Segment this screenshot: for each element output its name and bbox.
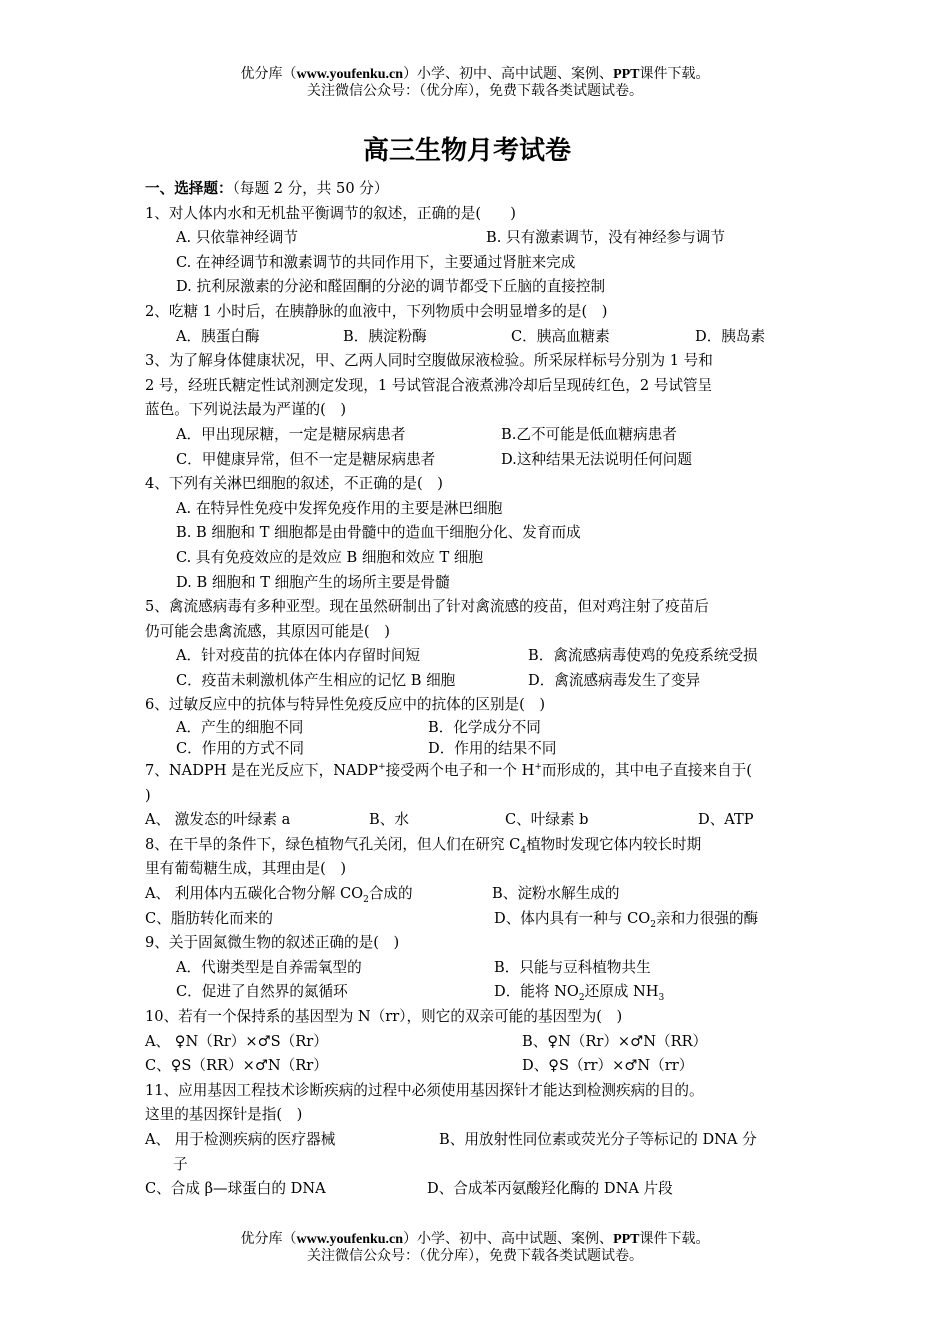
option-continuation: 子 (173, 1155, 188, 1173)
option: D. 抗利尿激素的分泌和醛固酮的分泌的调节都受下丘脑的直接控制 (176, 278, 606, 296)
option: B.乙不可能是低血糖病患者 (501, 425, 677, 443)
question-10-options-ab (145, 1030, 799, 1055)
question-3-stem: 3、为了解身体健康状况，甲、乙两人同时空腹做尿液检验。所采尿样标号分别为 1 号和 (145, 352, 713, 370)
question-6-stem: 6、过敏反应中的抗体与特异性免疫反应中的抗体的区别是( ) (145, 696, 546, 714)
question-2-options (145, 325, 799, 350)
question-7-stem: ) (145, 786, 151, 804)
question-3-stem: 2 号，经班氏糖定性试剂测定发现，1 号试管混合液煮沸冷却后呈现砖红色，2 号试管呈 (145, 376, 713, 394)
question-3-stem: 蓝色。下列说法最为严谨的( ) (145, 401, 347, 419)
page-footer (0, 1231, 950, 1265)
question-5-stem: 仍可能会患禽流感，其原因可能是( ) (145, 622, 390, 640)
option: D、体内具有一种与 $CO_2$亲和力很强的酶 (494, 909, 759, 930)
question-4-stem: 4、下列有关淋巴细胞的叙述，不正确的是( ) (145, 475, 443, 493)
option: C．甲健康异常，但不一定是糖尿病患者 (176, 450, 436, 468)
option: A．胰蛋白酶 (176, 327, 260, 345)
option: D、合成苯丙氨酸羟化酶的 DNA 片段 (427, 1180, 673, 1198)
option: B、♀N（Rr）×♂N（RR） (522, 1032, 708, 1050)
question-5-options-cd (145, 669, 799, 694)
option: D．禽流感病毒发生了变异 (528, 671, 701, 689)
footer-line-1: 优分库（www.youfenku.cn）小学、初中、高中试题、案例、PPT课件下载。 (240, 1231, 710, 1247)
header-line-1: 优分库（www.youfenku.cn）小学、初中、高中试题、案例、PPT课件下载。 (240, 66, 710, 82)
option: C. 具有免疫效应的是效应 B 细胞和效应 T 细胞 (176, 548, 484, 566)
option: D.这种结果无法说明任何问题 (501, 450, 692, 468)
option: B、水 (369, 811, 409, 829)
header-line-2: 关注微信公众号：（优分库），免费下载各类试题试卷。 (307, 83, 643, 99)
option: D．能将 $NO_2$还原成 $NH_3$ (494, 983, 665, 1004)
header-url[interactable]: www.youfenku.cn (296, 67, 404, 82)
question-5-options-ab (145, 644, 799, 669)
option: B．禽流感病毒使鸡的免疫系统受损 (528, 647, 758, 665)
option: A. 在特异性免疫中发挥免疫作用的主要是淋巴细胞 (176, 499, 503, 517)
option: B、淀粉水解生成的 (492, 885, 620, 903)
question-11-stem: 这里的基因探针是指( ) (145, 1106, 303, 1124)
question-10-options-cd (145, 1054, 799, 1079)
page-title: 高三生物月考试卷 (362, 136, 571, 166)
option: A．产生的细胞不同 (176, 719, 304, 737)
question-11-stem: 11、应用基因工程技术诊断疾病的过程中必须使用基因探针才能达到检测疾病的目的。 (145, 1081, 704, 1099)
option: D．胰岛素 (695, 327, 766, 345)
option: C、叶绿素 b (505, 811, 589, 829)
option: C、脂肪转化而来的 (145, 909, 273, 927)
question-9-stem: 9、关于固氮微生物的叙述正确的是( ) (145, 934, 400, 952)
option: C．促进了自然界的氮循环 (176, 983, 348, 1001)
question-1-options-ab (145, 226, 799, 251)
question-1-stem: 1、对人体内水和无机盐平衡调节的叙述，正确的是( ) (145, 204, 516, 222)
question-9-options-ab (145, 956, 799, 981)
footer-url[interactable]: www.youfenku.cn (296, 1232, 404, 1247)
question-8-options-ab (145, 882, 799, 907)
question-8-stem: 8、在干旱的条件下，绿色植物气孔关闭，但人们在研究 $C_4$植物时发现它体内较长时期 (145, 835, 702, 856)
question-3-options-ab (145, 423, 799, 448)
question-2-stem: 2、吃糖 1 小时后，在胰静脉的血液中，下列物质中会明显增多的是( ) (145, 302, 608, 320)
question-10-stem: 10、若有一个保持系的基因型为 N（rr），则它的双亲可能的基因型为( ) (145, 1008, 623, 1025)
option: A、 激发态的叶绿素 a (145, 811, 291, 829)
question-7-stem: 7、NADPH 是在光反应下，NADP+接受两个电子和一个 H+而形成的，其中电子直接来自于( (145, 762, 752, 780)
option: C、♀S（RR）×♂N（Rr） (145, 1057, 328, 1075)
option: D、ATP (698, 811, 754, 829)
option: B．化学成分不同 (428, 719, 541, 737)
option: D．作用的结果不同 (428, 739, 557, 757)
question-8-options-cd (145, 907, 799, 932)
question-6-options-cd (145, 739, 799, 760)
option: A. 只依靠神经调节 (176, 229, 298, 247)
option: B. B 细胞和 T 细胞都是由骨髓中的造血干细胞分化、发育而成 (176, 524, 581, 542)
question-5-stem: 5、禽流感病毒有多种亚型。现在虽然研制出了针对禽流感的疫苗，但对鸡注射了疫苗后 (145, 598, 709, 616)
question-8-stem: 里有葡萄糖生成，其理由是( ) (145, 860, 347, 878)
section-heading: 一、选择题：（每题 2 分，共 50 分） (145, 180, 389, 197)
option: C. 在神经调节和激素调节的共同作用下，主要通过肾脏来完成 (176, 253, 576, 271)
option: C．疫苗未刺激机体产生相应的记忆 B 细胞 (176, 671, 456, 689)
option: A．甲出现尿糖，一定是糖尿病患者 (176, 425, 406, 443)
question-11-options-ab (145, 1128, 799, 1153)
option: B．只能与豆科植物共生 (494, 958, 651, 976)
question-9-options-cd (145, 980, 799, 1005)
option: A、 用于检测疾病的医疗器械 (145, 1130, 336, 1148)
question-11-options-cd (145, 1177, 799, 1202)
question-3-options-cd (145, 448, 799, 473)
option: C．胰高血糖素 (511, 327, 610, 345)
option: A．针对疫苗的抗体在体内存留时间短 (176, 647, 421, 665)
option: C、合成 β—球蛋白的 DNA (145, 1180, 326, 1198)
page-header (0, 66, 950, 100)
option: A、 ♀N（Rr）×♂S（Rr） (145, 1032, 328, 1050)
option: B. 只有激素调节，没有神经参与调节 (486, 229, 725, 247)
question-list (145, 177, 799, 1202)
question-6-options-ab (145, 718, 799, 739)
footer-line-2: 关注微信公众号：（优分库），免费下载各类试题试卷。 (307, 1248, 643, 1264)
question-7-options (145, 808, 799, 833)
option: D、♀S（rr）×♂N（rr） (522, 1057, 694, 1075)
option: A、 利用体内五碳化合物分解 $CO_2$合成的 (145, 885, 413, 905)
option: D. B 细胞和 T 细胞产生的场所主要是骨髓 (176, 573, 450, 591)
option: B．胰淀粉酶 (343, 327, 427, 345)
option: A．代谢类型是自养需氧型的 (176, 958, 362, 976)
option: B、用放射性同位素或荧光分子等标记的 DNA 分 (439, 1130, 757, 1148)
option: C．作用的方式不同 (176, 739, 304, 757)
